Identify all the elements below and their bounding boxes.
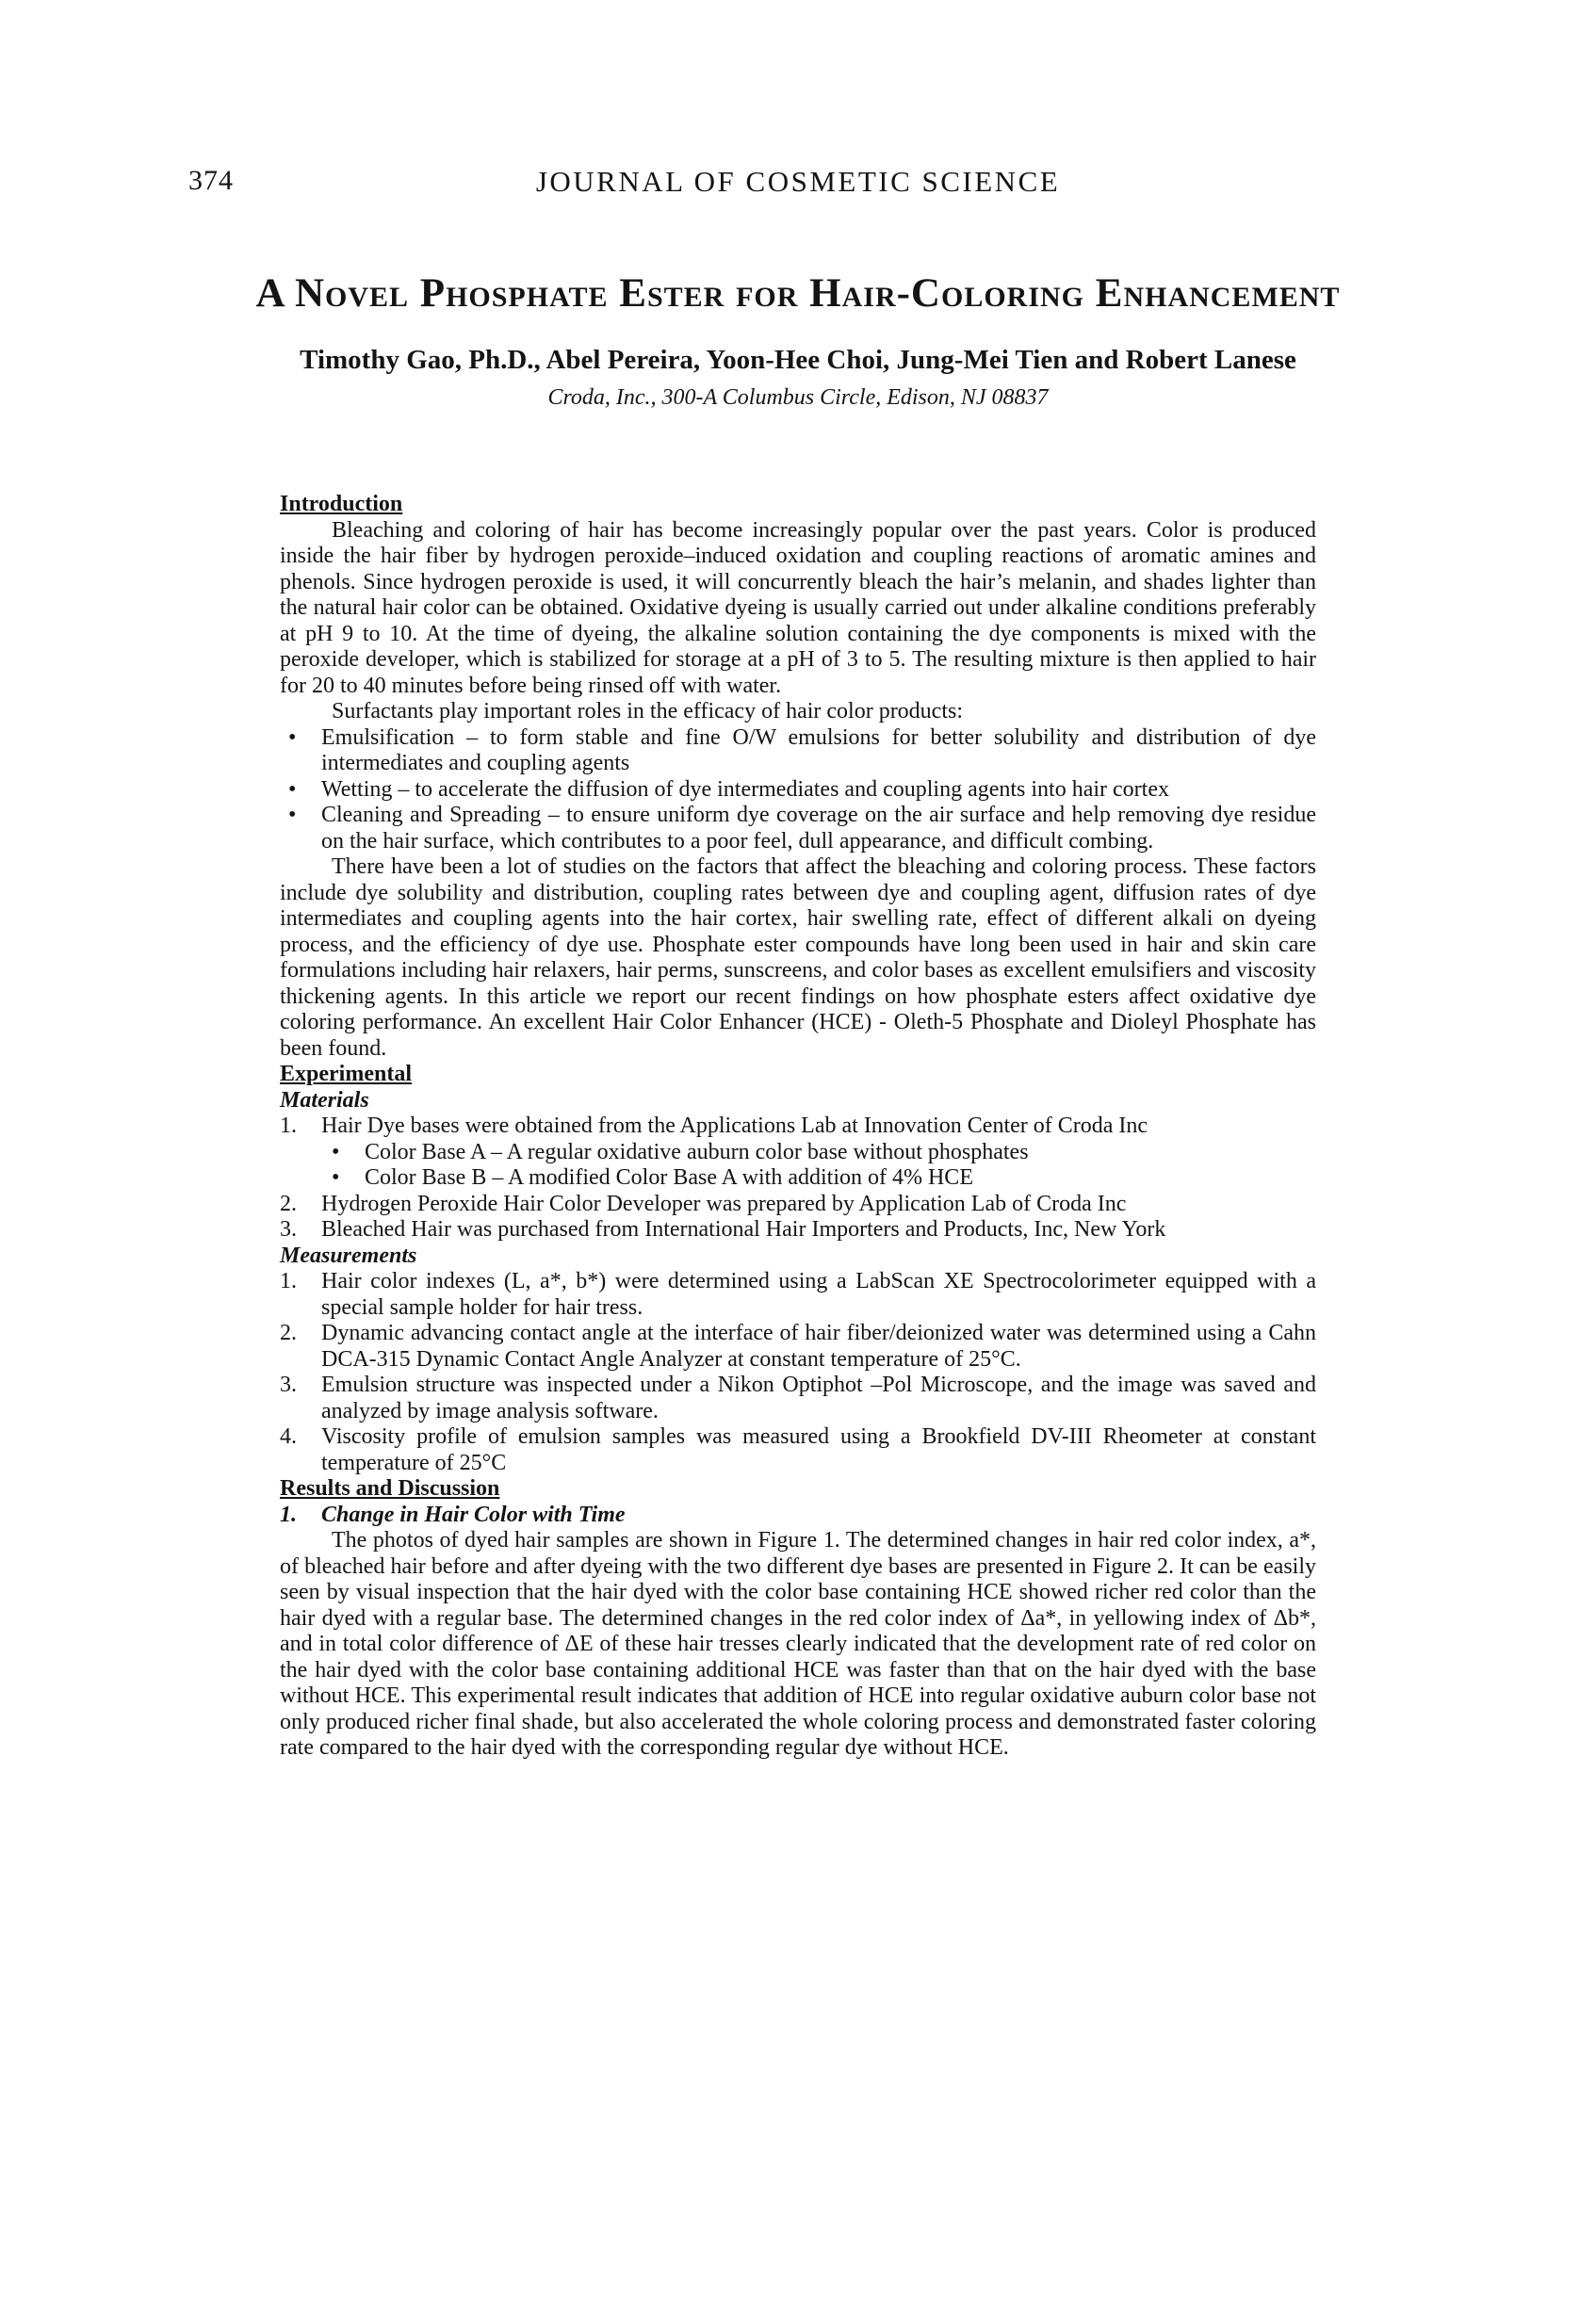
list-text: Dynamic advancing contact angle at the interface of hair fiber/deionized water was determined using a Cahn DCA-315 Dynamic Contact Angle Analyzer at constant temperature of 25°C. xyxy=(321,1321,1316,1372)
bullet-item-emulsification xyxy=(280,725,1316,777)
bullet-marker: • xyxy=(288,724,297,750)
bullet-item-wetting xyxy=(280,777,1316,804)
materials-list-item xyxy=(280,1192,1316,1218)
measurements-list-item xyxy=(280,1321,1316,1373)
list-text: Hair color indexes (L, a*, b*) were determined using a LabScan XE Spectrocolorimeter equipped with a special sample holder for hair tress. xyxy=(321,1269,1316,1320)
list-number: 3. xyxy=(280,1373,297,1397)
measurements-list-item xyxy=(280,1373,1316,1424)
sub-bullet-color-base-b xyxy=(322,1165,1316,1192)
list-number: 2. xyxy=(280,1321,297,1345)
subsection-heading-materials: Materials xyxy=(280,1087,369,1113)
affiliation-line: Croda, Inc., 300-A Columbus Circle, Edison, NJ 08837 xyxy=(547,385,1049,410)
sub-bullet-color-base-a xyxy=(322,1140,1316,1166)
authors-line: Timothy Gao, Ph.D., Abel Pereira, Yoon-Hee Choi, Jung-Mei Tien and Robert Lanese xyxy=(300,345,1296,375)
list-text: Bleached Hair was purchased from International Hair Importers and Products, Inc, New York xyxy=(321,1217,1166,1242)
bullet-text: Color Base A – A regular oxidative auburn color base without phosphates xyxy=(365,1139,1029,1164)
bullet-marker: • xyxy=(332,1139,340,1164)
journal-header: JOURNAL OF COSMETIC SCIENCE xyxy=(535,165,1061,198)
list-text: Emulsion structure was inspected under a Nikon Optiphot –Pol Microscope, and the image was saved and analyzed by image analysis software. xyxy=(321,1373,1316,1423)
measurements-list-item xyxy=(280,1269,1316,1321)
bullet-item-cleaning-spreading xyxy=(280,803,1316,854)
bullet-text: Color Base B – A modified Color Base A with addition of 4% HCE xyxy=(365,1165,973,1190)
list-number: 1. xyxy=(280,1114,297,1138)
list-text: Hydrogen Peroxide Hair Color Developer was prepared by Application Lab of Croda Inc xyxy=(321,1191,1127,1216)
bullet-marker: • xyxy=(288,803,297,827)
bullet-text: Wetting – to accelerate the diffusion of dye intermediates and coupling agents into hair cortex xyxy=(321,776,1169,802)
subheading-text: Change in Hair Color with Time xyxy=(321,1502,626,1527)
section-heading-results: Results and Discussion xyxy=(280,1476,500,1501)
results-paragraph-1: The photos of dyed hair samples are shown in Figure 1. The determined changes in hair red color index, a*, of bleached hair before and after dyeing with the two different dye bases are presented in Figure 2. It can be easily seen by visual inspection that the hair dyed with the color base containing HCE showed richer red color than the hair dyed with a regular base. The determined changes in the red color index of Δa*, in yellowing index of Δb*, and in total color difference of ΔE of these hair tresses clearly indicated that the development rate of red color on the hair dyed with the color base containing additional HCE was faster than that on the hair dyed with the base without HCE. This experimental result indicates that addition of HCE into regular oxidative auburn color base not only produced richer final shade, but also accelerated the whole coloring process and demonstrated faster coloring rate compared to the hair dyed with the corresponding regular dye without HCE. xyxy=(280,1528,1316,1760)
results-subheading xyxy=(280,1503,1316,1529)
list-number: 4. xyxy=(280,1424,297,1449)
list-number: 1. xyxy=(280,1269,297,1293)
bullet-text: Emulsification – to form stable and fine O/W emulsions for better solubility and distribution of dye intermediates and coupling agents xyxy=(321,724,1316,775)
section-heading-introduction: Introduction xyxy=(280,492,403,516)
article-title: A Novel Phosphate Ester for Hair-Coloring Enhancement xyxy=(255,271,1341,316)
bullet-marker: • xyxy=(332,1165,340,1190)
measurements-list-item xyxy=(280,1424,1316,1476)
page-number: 374 xyxy=(188,165,234,196)
intro-paragraph-2: Surfactants play important roles in the efficacy of hair color products: xyxy=(332,699,964,724)
list-number: 3. xyxy=(280,1217,297,1242)
materials-list-item xyxy=(280,1217,1316,1244)
subsection-heading-measurements: Measurements xyxy=(280,1243,417,1268)
materials-list-item xyxy=(280,1114,1316,1140)
bullet-marker: • xyxy=(288,776,297,802)
list-number: 2. xyxy=(280,1191,297,1216)
bullet-text: Cleaning and Spreading – to ensure uniform dye coverage on the air surface and help removing dye residue on the hair surface, which contributes to a poor feel, dull appearance, and difficult combing. xyxy=(321,803,1316,854)
subheading-number: 1. xyxy=(280,1502,297,1527)
list-text: Viscosity profile of emulsion samples was measured using a Brookfield DV-III Rheometer at constant temperature of 25°C xyxy=(321,1424,1316,1475)
list-text: Hair Dye bases were obtained from the Applications Lab at Innovation Center of Croda Inc xyxy=(321,1114,1148,1138)
intro-paragraph-3: There have been a lot of studies on the factors that affect the bleaching and coloring process. These factors include dye solubility and distribution, coupling rates between dye and coupling agent, diffusion rates of dye intermediates and coupling agents into the hair cortex, hair swelling rate, effect of different alkali on dyeing process, and the efficiency of dye use. Phosphate ester compounds have long been used in hair and skin care formulations including hair relaxers, hair perms, sunscreens, and color bases as excellent emulsifiers and viscosity thickening agents. In this article we report our recent findings on how phosphate esters affect oxidative dye coloring performance. An excellent Hair Color Enhancer (HCE) - Oleth-5 Phosphate and Dioleyl Phosphate has been found. xyxy=(280,854,1316,1061)
article-body xyxy=(280,492,1316,1762)
page-header xyxy=(0,165,1596,204)
intro-paragraph-1: Bleaching and coloring of hair has become increasingly popular over the past years. Color is produced inside the hair fiber by hydrogen peroxide–induced oxidation and coupling reactions of aromatic amines and phenols. Since hydrogen peroxide is used, it will concurrently bleach the hair’s melanin, and shades lighter than the natural hair color can be obtained. Oxidative dyeing is usually carried out under alkaline conditions preferably at pH 9 to 10. At the time of dyeing, the alkaline solution containing the dye components is mixed with the peroxide developer, which is stabilized for storage at a pH of 3 to 5. The resulting mixture is then applied to hair for 20 to 40 minutes before being rinsed off with water. xyxy=(280,517,1316,698)
section-heading-experimental: Experimental xyxy=(280,1062,412,1086)
